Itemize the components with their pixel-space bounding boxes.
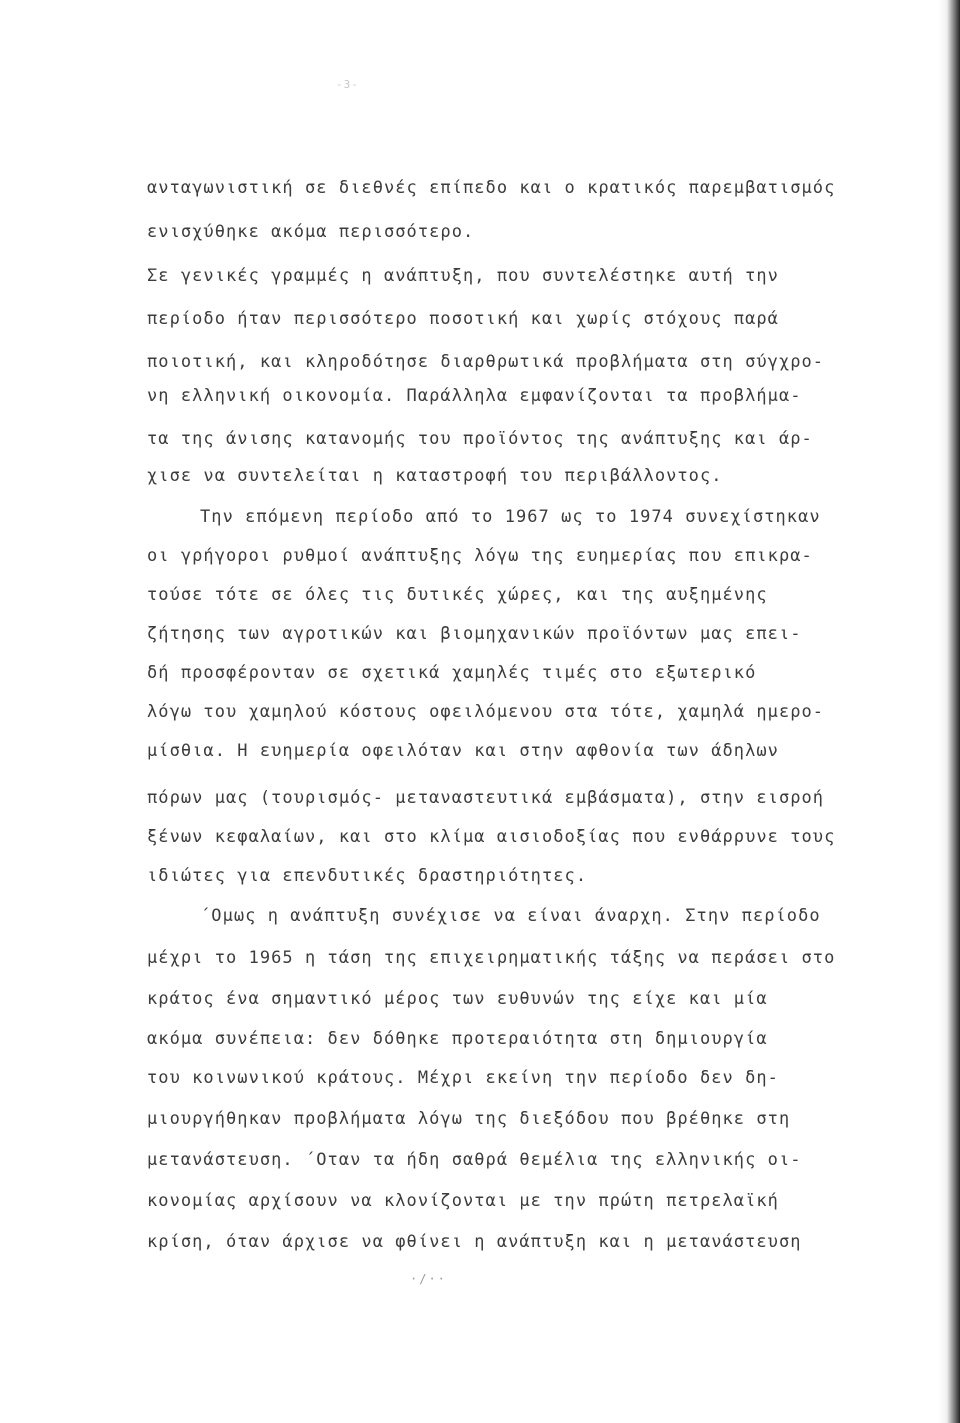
text-line: δή προσφέρονταν σε σχετικά χαμηλές τιμές στο εξωτερικό [147,663,757,683]
text-line: Την επόμενη περίοδο από το 1967 ως το 1974 συνεχίστηκαν [200,507,821,527]
text-line: ανταγωνιστική σε διεθνές επίπεδο και ο κρατικός παρεμβατισμός [147,178,836,198]
text-line: Σε γενικές γραμμές η ανάπτυξη, που συντελέστηκε αυτή την [147,266,779,286]
page-footer-mark: ·/·· [410,1272,447,1286]
text-line: πόρων μας (τουρισμός- μεταναστευτικά εμβάσματα), στην εισροή [147,788,825,808]
text-line: ποιοτική, και κληροδότησε διαρθρωτικά προβλήματα στη σύγχρο- [147,352,825,372]
text-line: κρίση, όταν άρχισε να φθίνει η ανάπτυξη και η μετανάστευση [147,1232,802,1252]
text-line: ιδιώτες για επενδυτικές δραστηριότητες. [147,866,588,886]
text-line: ζήτησης των αγροτικών και βιομηχανικών προϊόντων μας επει- [147,624,802,644]
text-line: μιουργήθηκαν προβλήματα λόγω της διεξόδου που βρέθηκε στη [147,1109,791,1129]
text-line: κονομίας αρχίσουν να κλονίζονται με την πρώτη πετρελαϊκή [147,1191,779,1211]
text-line: μετανάστευση. ΄Οταν τα ήδη σαθρά θεμέλια της ελληνικής οι- [147,1150,802,1170]
text-line: ενισχύθηκε ακόμα περισσότερο. [147,222,475,242]
scan-edge-shadow [938,0,960,1423]
text-line: του κοινωνικού κράτους. Μέχρι εκείνη την περίοδο δεν δη- [147,1068,779,1088]
text-line: κράτος ένα σημαντικό μέρος των ευθυνών της είχε και μία [147,989,768,1009]
text-line: ξένων κεφαλαίων, και στο κλίμα αισιοδοξίας που ενθάρρυνε τους [147,827,836,847]
text-line: τα της άνισης κατανομής του προϊόντος της ανάπτυξης και άρ- [147,429,813,449]
text-line: μέχρι το 1965 η τάση της επιχειρηματικής τάξης να περάσει στο [147,948,836,968]
page-number-header: -3- [336,78,359,91]
text-line: χισε να συντελείται η καταστροφή του περιβάλλοντος. [147,466,723,486]
text-line: τούσε τότε σε όλες τις δυτικές χώρες, και της αυξημένης [147,585,768,605]
text-line: ΄Ομως η ανάπτυξη συνέχισε να είναι άναρχη. Στην περίοδο [200,906,821,926]
text-line: περίοδο ήταν περισσότερο ποσοτική και χωρίς στόχους παρά [147,309,779,329]
text-line: οι γρήγοροι ρυθμοί ανάπτυξης λόγω της ευημερίας που επικρα- [147,546,813,566]
text-line: νη ελληνική οικονομία. Παράλληλα εμφανίζονται τα προβλήμα- [147,386,802,406]
text-line: λόγω του χαμηλού κόστους οφειλόμενου στα τότε, χαμηλά ημερο- [147,702,825,722]
text-line: μίσθια. Η ευημερία οφειλόταν και στην αφθονία των άδηλων [147,741,779,761]
text-line: ακόμα συνέπεια: δεν δόθηκε προτεραιότητα στη δημιουργία [147,1029,768,1049]
